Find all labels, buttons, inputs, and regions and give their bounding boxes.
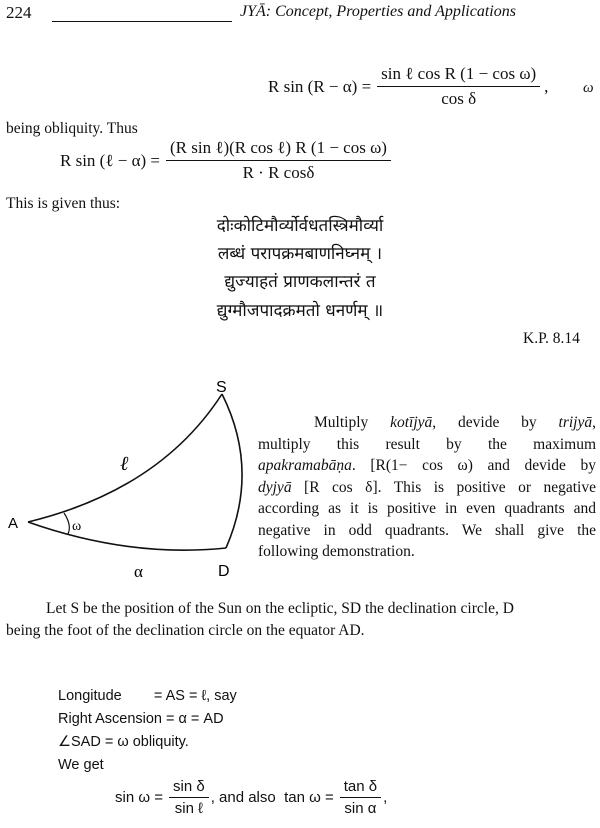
label-s: S — [216, 379, 227, 396]
def-angle: ∠SAD = ω obliquity. — [58, 734, 189, 750]
equation-2 — [60, 138, 391, 183]
side-line-7: following demonstration. — [258, 543, 415, 560]
side-line-1: Multiply kotījyā, devide by trijyā, — [314, 414, 596, 431]
term-kotijya: kotījyā — [390, 414, 433, 431]
spherical-triangle-figure — [0, 370, 260, 585]
equation-3 — [115, 778, 387, 817]
eq1-denominator: cos δ — [441, 89, 477, 108]
eq1-fraction — [377, 64, 540, 109]
def-right-ascension: Right Ascension = α = AD — [58, 711, 224, 727]
eq3-fraction-2 — [340, 778, 381, 817]
header-rule — [52, 21, 232, 22]
verse-line-1: दोःकोटिमौर्व्योर्वधतस्त्रिमौर्व्या — [216, 216, 384, 236]
label-alpha: α — [134, 562, 143, 581]
text-given-thus: This is given thus: — [6, 195, 121, 212]
side-line-4: dyjyā [R cos δ]. This is positive or negative — [258, 478, 596, 496]
def-we-get: We get — [58, 757, 104, 773]
verse-line-3: द्युज्याहतं प्राणकलान्तरं त — [224, 272, 376, 292]
label-a: A — [8, 515, 19, 532]
paragraph-2 — [6, 598, 596, 641]
definitions — [58, 685, 237, 777]
eq3-middle: , and also tan ω = — [210, 789, 334, 806]
equation-1 — [268, 64, 548, 109]
eq3-fraction-1 — [169, 778, 209, 817]
eq1-lhs: R sin (R − α) = — [268, 76, 372, 96]
eq2-lhs: R sin (ℓ − α) = — [60, 150, 160, 170]
side-line-3: apakramabāṇa. [R(1− cos ω) and devide by — [258, 457, 596, 474]
eq2-numerator: (R sin ℓ)(R cos ℓ) R (1 − cos ω) — [166, 138, 391, 161]
verse-line-2: लब्धं परापक्रमबाणनिघ्नम् । — [217, 244, 383, 264]
eq1-numerator: sin ℓ cos R (1 − cos ω) — [377, 64, 540, 87]
term-apakramabana: apakramabāṇa — [258, 457, 352, 474]
eq2-fraction — [166, 138, 391, 183]
para2-line-1: Let S be the position of the Sun on the ecliptic, SD the declination circle, D — [46, 600, 514, 617]
text-being-obliquity: being obliquity. Thus — [6, 120, 138, 137]
arc-ad — [28, 522, 226, 550]
label-d: D — [218, 563, 230, 580]
term-trijya: trijyā — [558, 414, 593, 431]
page-header — [0, 0, 600, 30]
label-omega: ω — [72, 519, 82, 534]
verse-line-4: द्युग्मौजपादक्रमतो धनर्णम् ॥ — [216, 301, 384, 321]
eq3-den-2: sin α — [344, 800, 377, 817]
angle-arc — [64, 513, 69, 534]
side-paragraph — [258, 412, 596, 563]
eq3-lhs: sin ω = — [115, 789, 163, 806]
eq1-side-label: ω — [583, 80, 594, 96]
eq3-num-2: tan δ — [340, 778, 381, 798]
term-dyjya: dyjyā — [258, 478, 292, 496]
eq3-den-1: sin ℓ — [174, 800, 203, 817]
eq3-num-1: sin δ — [169, 778, 209, 798]
verse-reference: K.P. 8.14 — [523, 330, 580, 347]
side-line-6: negative in odd quadrants. We shall give the — [258, 521, 596, 539]
eq1-comma: , — [544, 76, 549, 96]
def-longitude: Longitude = AS = ℓ, say — [58, 688, 237, 704]
eq2-denominator: R · R cosδ — [242, 163, 315, 182]
side-line-2: multiply this result by the maximum — [258, 435, 596, 453]
page-number: 224 — [6, 3, 32, 22]
label-ell: ℓ — [120, 453, 129, 475]
running-title: JYĀ: Concept, Properties and Applications — [240, 3, 516, 20]
side-line-5: according as it is positive in even quadrants and — [258, 500, 596, 517]
para2-line-2: being the foot of the declination circle on the equator AD. — [6, 621, 365, 639]
eq3-comma: , — [383, 789, 388, 806]
arc-sd — [222, 394, 242, 548]
